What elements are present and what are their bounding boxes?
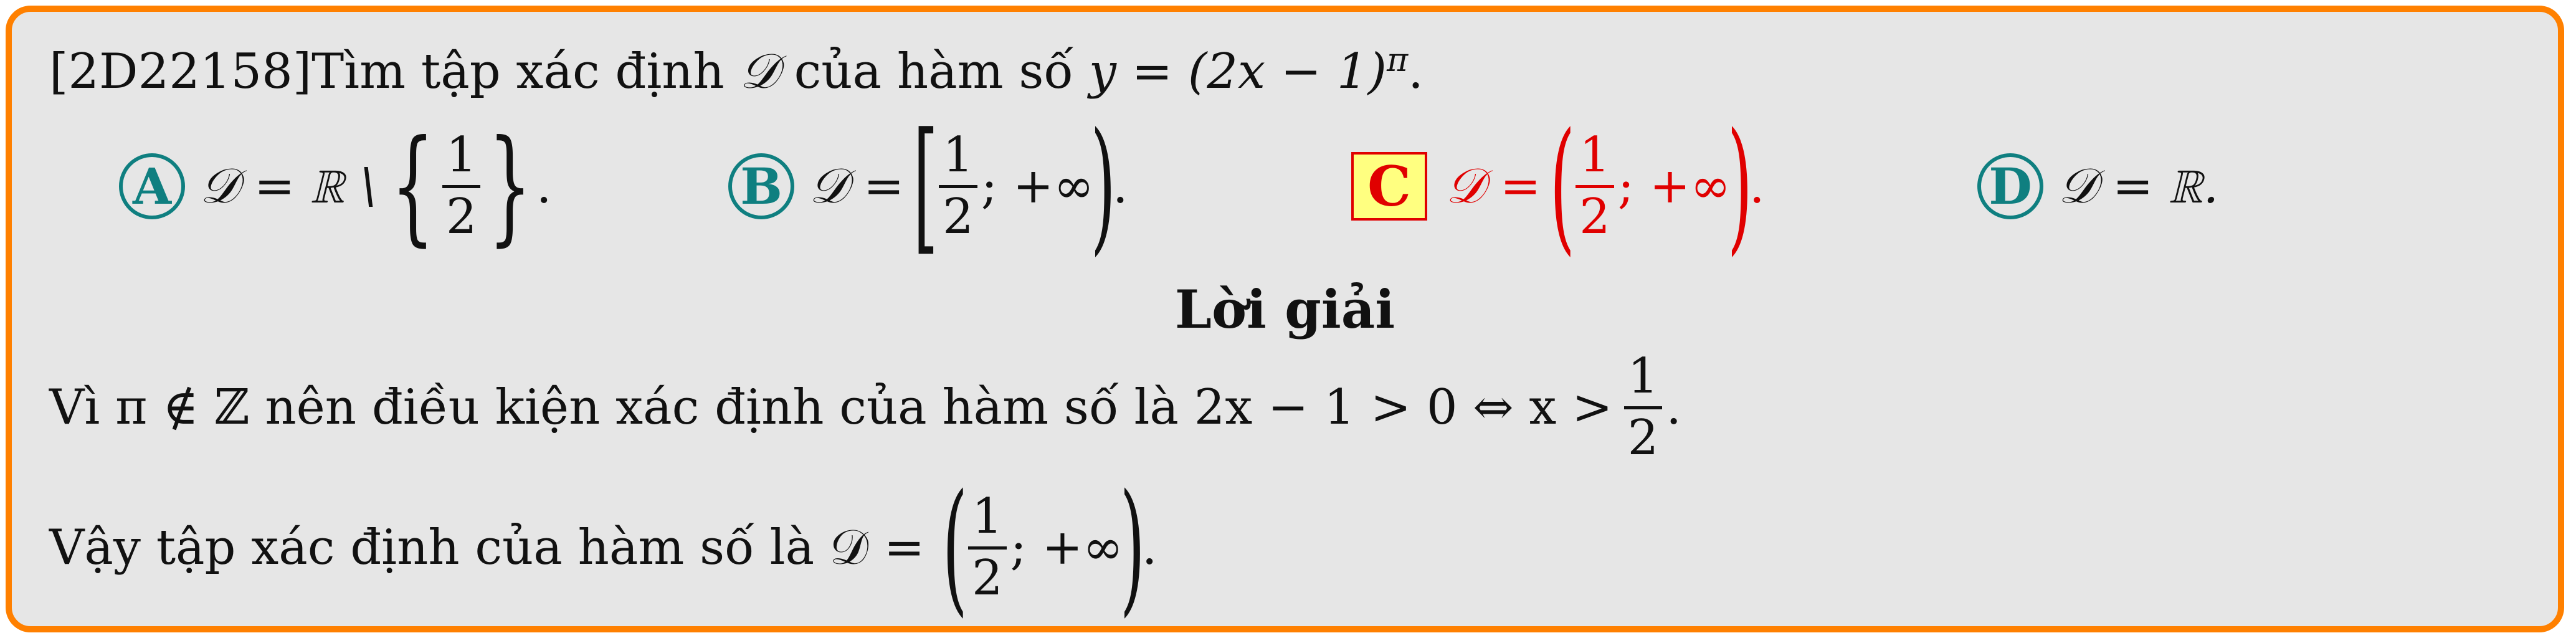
option-c-tail: ; +∞ <box>1617 158 1731 214</box>
option-c-close: ) <box>1727 103 1753 269</box>
option-a-end: . <box>536 158 552 214</box>
option-c[interactable] <box>1351 103 1765 269</box>
option-b-close: ) <box>1090 103 1116 269</box>
solution-heading: Lời giải <box>1174 279 1395 340</box>
solution-line-2-fraction <box>968 488 1007 606</box>
question-end: . <box>1408 44 1423 100</box>
fraction-bar <box>968 546 1007 550</box>
solution-line-1-text: Vì π ∉ ℤ nên điều kiện xác định của hàm số là 2x − 1 > 0 ⇔ x > <box>49 379 1613 436</box>
fraction-bar <box>939 185 977 188</box>
solution-line-2 <box>49 464 1157 631</box>
option-d[interactable] <box>1977 112 2218 261</box>
option-a-fraction <box>442 126 481 245</box>
option-c-den: 2 <box>1579 188 1610 245</box>
question-code: [2D22158] <box>49 44 312 100</box>
question-exponent: π <box>1386 42 1409 79</box>
option-b-open: [ <box>913 103 939 269</box>
option-b-lhs: 𝒟 = <box>809 158 905 214</box>
solution-line-2-close: ) <box>1119 464 1146 631</box>
option-a-label: A <box>119 153 185 219</box>
option-c-label: C <box>1351 152 1427 221</box>
option-b-end: . <box>1112 158 1128 214</box>
option-a-den: 2 <box>445 188 477 245</box>
option-b[interactable] <box>728 103 1128 269</box>
solution-line-1-end: . <box>1666 379 1681 436</box>
question-line <box>49 42 1423 100</box>
solution-line-2-text: Vậy tập xác định của hàm số là 𝒟 = <box>49 520 925 576</box>
solution-line-2-den: 2 <box>972 550 1003 606</box>
solution-line-2-num: 1 <box>972 488 1003 545</box>
solution-line-1-num: 1 <box>1627 348 1659 404</box>
solution-line-2-open: ( <box>942 464 968 631</box>
question-card <box>6 6 2564 632</box>
question-text: Tìm tập xác định <box>311 44 725 100</box>
option-c-open: ( <box>1550 103 1576 269</box>
fraction-bar <box>1624 406 1663 409</box>
option-a-open: { <box>391 113 435 259</box>
option-b-label: B <box>728 153 794 219</box>
option-a-close: } <box>488 113 533 259</box>
option-a-num: 1 <box>445 126 477 183</box>
solution-line-2-tail: ; +∞ <box>1010 520 1124 576</box>
solution-line-1 <box>49 336 1681 479</box>
option-b-den: 2 <box>943 188 974 245</box>
option-d-label: D <box>1977 153 2043 219</box>
option-a-lhs: 𝒟 = ℝ \ <box>200 158 377 214</box>
question-formula: y = (2x − 1) <box>1088 44 1387 100</box>
solution-line-1-fraction <box>1624 348 1663 466</box>
solution-line-1-den: 2 <box>1627 409 1659 466</box>
option-c-num: 1 <box>1579 126 1610 183</box>
solution-line-2-end: . <box>1141 520 1157 576</box>
option-c-fraction <box>1576 126 1614 245</box>
option-c-end: . <box>1749 158 1765 214</box>
option-a[interactable] <box>119 112 552 261</box>
option-b-fraction <box>939 126 977 245</box>
fraction-bar <box>1576 185 1614 188</box>
option-b-num: 1 <box>943 126 974 183</box>
question-text-2: của hàm số <box>794 44 1074 100</box>
option-c-lhs: 𝒟 = <box>1446 158 1541 214</box>
domain-symbol: 𝒟 <box>739 44 779 100</box>
option-b-tail: ; +∞ <box>981 158 1095 214</box>
option-d-text: 𝒟 = ℝ. <box>2058 158 2219 214</box>
fraction-bar <box>442 185 481 188</box>
